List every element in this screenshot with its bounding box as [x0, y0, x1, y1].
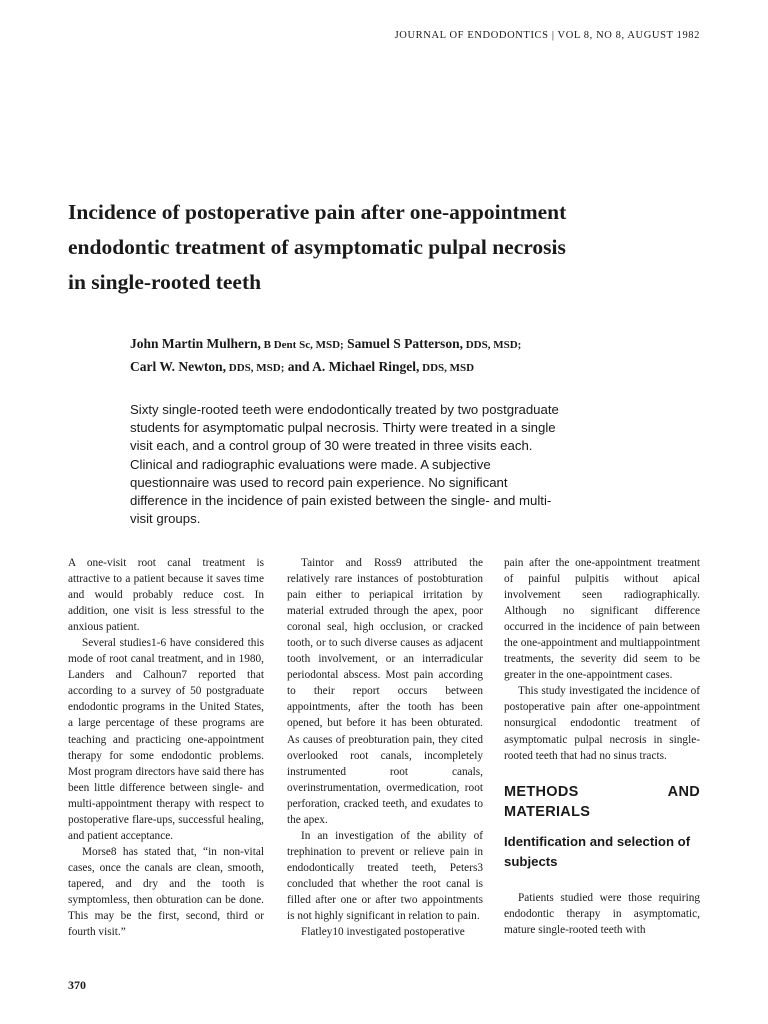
title-line-2: endodontic treatment of asymptomatic pulpal necrosis	[68, 235, 566, 259]
abstract	[130, 401, 560, 528]
col2-paragraph: Taintor and Ross9 attributed the relatively rare instances of postobturation pain either to periapical irritation by material extruded through the apex, poor coronal seal, high occlusion, or cracked tooth, or to such diverse causes as adjacent tooth involvement, or an interradicular periodontal abscess. Most pain according to their report occurs between appointments, after the tooth has been opened, but before it has been obturated. As causes of preobturation pain, they cited overlooked root canals, incompletely instrumented root canals, overinstrumentation, overmedication, root perforation, cracked teeth, and exudates to the apex.	[287, 557, 483, 826]
col1-paragraph: Morse8 has stated that, “in non-vital cases, once the canals are clean, smooth, tapered, and dry and the tooth is symptomless, then obturation can be done. This may be the first, second, third or fourth visit.”	[68, 845, 264, 939]
subsection-heading: Identification and selection of subjects	[504, 833, 691, 869]
col2-paragraph: Flatley10 investigated postoperative	[301, 926, 465, 939]
column-1	[68, 555, 264, 940]
col1-paragraph: A one-visit root canal treatment is attractive to a patient because it saves time and would probably reduce cost. In addition, one visit is less stressful to the anxious patient.	[68, 557, 264, 634]
section-heading-methods: METHODS AND MATERIALS	[504, 783, 700, 820]
page-number: 370	[68, 978, 86, 992]
column-3	[504, 555, 700, 938]
author-4-name: and A. Michael Ringel,	[284, 359, 420, 374]
author-4-degrees: DDS, MSD	[419, 362, 475, 374]
author-list	[130, 333, 690, 379]
col1-paragraph: Several studies1-6 have considered this mode of root canal treatment, and in 1980, Landers and Calhoun7 reported that according to a survey of 50 postgraduate endodontic programs in the United States, a large percentage of these programs are teaching and practicing one-appointment therapy for some endodontic problems. Most program directors have said there has been little difference between single- and multi-appointment therapy with respect to postoperative flare-ups, successful healing, and patient acceptance.	[68, 637, 264, 842]
author-1-degrees: B Dent Sc, MSD;	[260, 339, 344, 351]
col2-paragraph: In an investigation of the ability of trephination to prevent or relieve pain in endodontically treated teeth, Peters3 concluded that whether the root canal is filled after one or after two appointments is not highly significant in relation to pain.	[287, 829, 483, 923]
running-head: JOURNAL OF ENDODONTICS | VOL 8, NO 8, AUGUST 1982	[394, 30, 700, 41]
author-1-name: John Martin Mulhern,	[130, 336, 261, 351]
title-line-3: in single-rooted teeth	[68, 270, 262, 294]
column-2	[287, 555, 483, 940]
col3-paragraph: pain after the one-appointment treatment of painful pulpitis without apical involvement seen radiographically. Although no significant difference occurred in the incidence of pain between the one-appointment and multiappointment treatments, the severity did seem to be greater in the one-appointment cases.	[504, 557, 700, 682]
author-2-name: Samuel S Patterson,	[343, 336, 463, 351]
article-title	[68, 195, 708, 300]
abstract-text: Sixty single-rooted teeth were endodontically treated by two postgraduate students for asymptomatic pulpal necrosis. Thirty were treated in a single visit each, and a control group of 30 were treated in three visits each. Clinical and radiographic evaluations were made. A subjective questionnaire was used to record pain experience. No significant difference in the incidence of pain existed between the single- and multi-visit groups.	[130, 402, 559, 527]
author-3-name: Carl W. Newton,	[130, 359, 227, 374]
title-line-1: Incidence of postoperative pain after one-appointment	[68, 200, 567, 224]
author-2-degrees: DDS, MSD;	[462, 339, 522, 351]
col3-paragraph: Patients studied were those requiring endodontic therapy in asymptomatic, mature single-rooted teeth with	[504, 891, 700, 936]
author-3-degrees: DDS, MSD;	[226, 362, 285, 374]
col3-paragraph: This study investigated the incidence of postoperative pain after one-appointment nonsurgical endodontic treatment of asymptomatic pulpal necrosis in single-rooted teeth that had no sinus tracts.	[504, 685, 700, 762]
